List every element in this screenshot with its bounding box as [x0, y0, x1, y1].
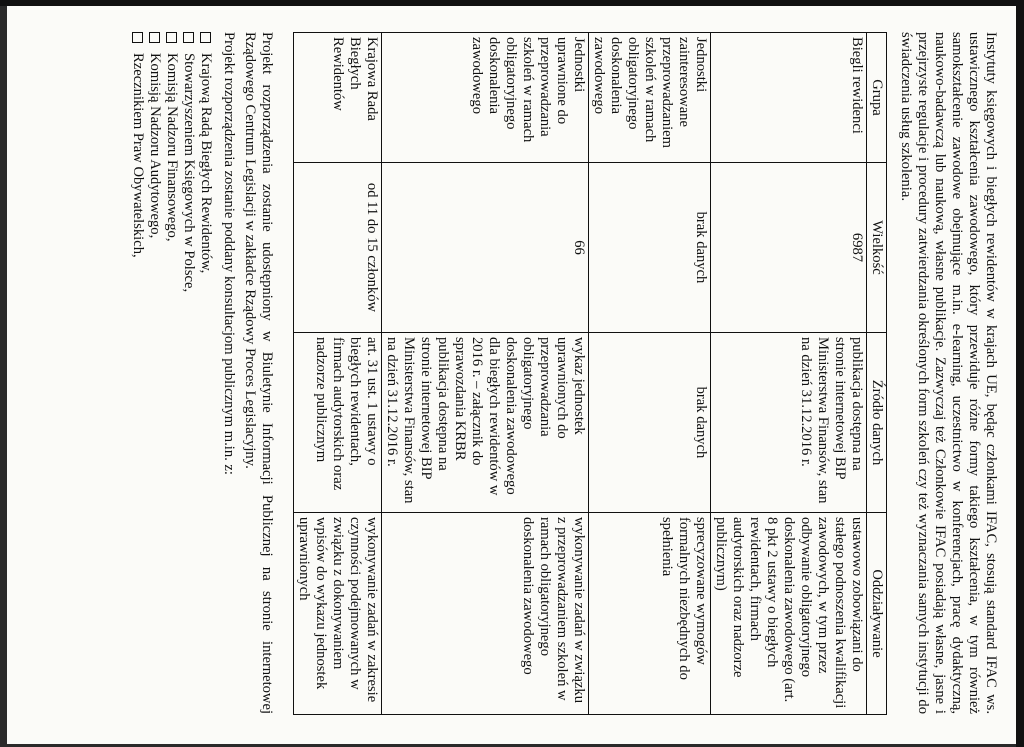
table-row — [382, 33, 589, 715]
list-item — [146, 32, 163, 714]
checkbox-bullet-icon — [200, 32, 211, 43]
cell-zrodlo: art. 31 ust. 1 ustawy o biegłych rewidentach, firmach audytorskich oraz nadzorze publicznym — [294, 333, 382, 513]
cell-wielkosc: od 11 do 15 członków — [294, 163, 382, 333]
stakeholder-label: Krajową Radą Biegłych Rewidentów, — [198, 53, 214, 274]
scan-top-edge — [0, 0, 1024, 6]
cell-oddzialywanie: ustawowo zobowiązani do stałego podnoszenia kwalifikacji zawodowych, w tym przez odbywanie obligatoryjnego doskonalenia zawodowego (art. 8 pkt 2 ustawy o biegłych rewidentach, firmach audytorskich oraz nadzorze publicznym) — [711, 513, 867, 715]
cell-zrodlo: publikacja dostępna na stronie internetowej BIP Ministerstwa Finansów, stan na dzień 31.12.2016 r. — [711, 333, 867, 513]
consultation-intro: Projekt rozporządzenia zostanie poddany konsultacjom publicznym m.in. z: — [221, 32, 237, 475]
cell-grupa: Jednostki zainteresowane przeprowadzaniem szkoleń w ramach obligatoryjnego doskonalenia zawodowego — [589, 33, 711, 163]
stakeholder-label: Komisją Nadzoru Finansowego, — [164, 53, 180, 242]
list-item — [197, 32, 214, 714]
cell-oddzialywanie: wykonywanie zadań w związku z przeprowadzaniem szkoleń w ramach obligatoryjnego doskonalenia zawodowego — [382, 513, 589, 715]
impact-table — [293, 32, 887, 715]
cell-oddzialywanie: wykonywanie zadań w zakresie czynności podejmowanych w związku z dokonywaniem wpisów do wykazu jednostek uprawnionych — [294, 513, 382, 715]
cell-zrodlo: brak danych — [589, 333, 711, 513]
stakeholder-label: Rzecznikiem Praw Obywatelskich, — [130, 53, 146, 258]
table-row — [711, 33, 867, 715]
header-wielkosc: Wielkość — [867, 163, 887, 333]
checkbox-bullet-icon — [149, 32, 160, 43]
checkbox-bullet-icon — [166, 32, 177, 43]
cell-wielkosc: 6987 — [711, 163, 867, 333]
stakeholder-label: Komisją Nadzoru Audytowego, — [147, 53, 163, 239]
list-item — [163, 32, 180, 714]
cell-grupa: Jednostki uprawnione do przeprowadzania szkoleń w ramach obligatoryjnego doskonalenia zawodowego — [382, 33, 589, 163]
list-item — [129, 32, 146, 714]
header-grupa: Grupa — [867, 33, 887, 163]
rotated-document-page — [7, 4, 1017, 744]
cell-zrodlo: wykaz jednostek uprawnionych do przeprowadzania obligatoryjnego doskonalenia zawodowego dla biegłych rewidentów w 2016 r. – załącznik do sprawozdania KRBR publikacja dostępna na stronie internetowej BIP Ministerstwa Finansów, stan na dzień 31.12.2016 r. — [382, 333, 589, 513]
publication-paragraph: Projekt rozporządzenia zostanie udostępniony w Biuletynie Informacji Publicznej na stronie internetowej Rządowego Centrum Legislacji w zakładce Rządowy Proces Legislacyjny. — [242, 32, 275, 714]
table-row — [294, 33, 382, 715]
cell-grupa: Biegli rewidenci — [711, 33, 867, 163]
cell-grupa: Krajowa Rada Biegłych Rewidentów — [294, 33, 382, 163]
table-header-row — [867, 33, 887, 715]
stakeholder-label: Stowarzyszeniem Księgowych w Polsce, — [181, 53, 197, 293]
list-item — [180, 32, 197, 714]
checkbox-bullet-icon — [132, 32, 143, 43]
table-row — [589, 33, 711, 715]
header-zrodlo: Źródło danych — [867, 333, 887, 513]
checkbox-bullet-icon — [183, 32, 194, 43]
cell-wielkosc: brak danych — [589, 163, 711, 333]
header-oddzialywanie: Oddziaływanie — [867, 513, 887, 715]
cell-wielkosc: 66 — [382, 163, 589, 333]
stakeholder-list — [129, 32, 214, 714]
intro-paragraph: Instytuty księgowych i biegłych rewidentów w krajach UE, będąc członkami IFAC, stosują standard IFAC ws. ustawicznego kształcenia zawodowego, który przewiduje różne formy takiego kształcenia, w tym również samokształcenie zawodowe obejmujące m.in. e-learning, uczestnictwo w konferencjach, pracę dydaktyczną, naukowo-badawczą lub naukową, własne publikacje. Zazwyczaj też Członkowie IFAC posiadają własne, jasne i przejrzyste regulacje i procedury zatwierdzania określonych form szkoleń czy też wyznaczania samych instytucji do świadczenia usług szkolenia. — [898, 32, 999, 714]
scan-right-edge — [1016, 0, 1024, 747]
cell-oddzialywanie: sprecyzowane wymogów formalnych niezbędnych do spełnienia — [589, 513, 711, 715]
